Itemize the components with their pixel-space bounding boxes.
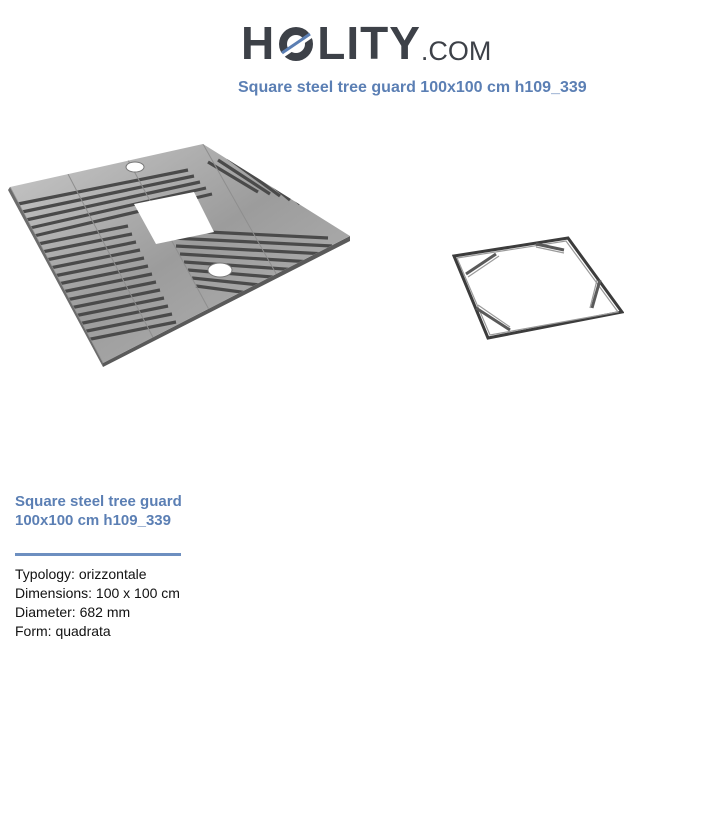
tree-guard-frame-image[interactable]: [452, 236, 624, 347]
logo-o-icon: [276, 20, 316, 66]
spec-dimensions: Dimensions: 100 x 100 cm: [15, 585, 180, 601]
logo-domain: .COM: [420, 36, 492, 66]
product-specs: [15, 565, 180, 641]
logo-letter-h: H: [241, 17, 276, 69]
spec-form: Form: quadrata: [15, 623, 111, 639]
tree-guard-grate-image[interactable]: [8, 142, 353, 372]
page-subtitle: Square steel tree guard 100x100 cm h109_339: [238, 79, 587, 96]
logo-letters: LITY: [317, 17, 421, 69]
holity-logo[interactable]: [241, 12, 492, 69]
product-title: Square steel tree guard 100x100 cm h109_339: [15, 493, 182, 529]
title-divider: [15, 553, 181, 556]
spec-typology: Typology: orizzontale: [15, 566, 147, 582]
spec-diameter: Diameter: 682 mm: [15, 604, 131, 620]
